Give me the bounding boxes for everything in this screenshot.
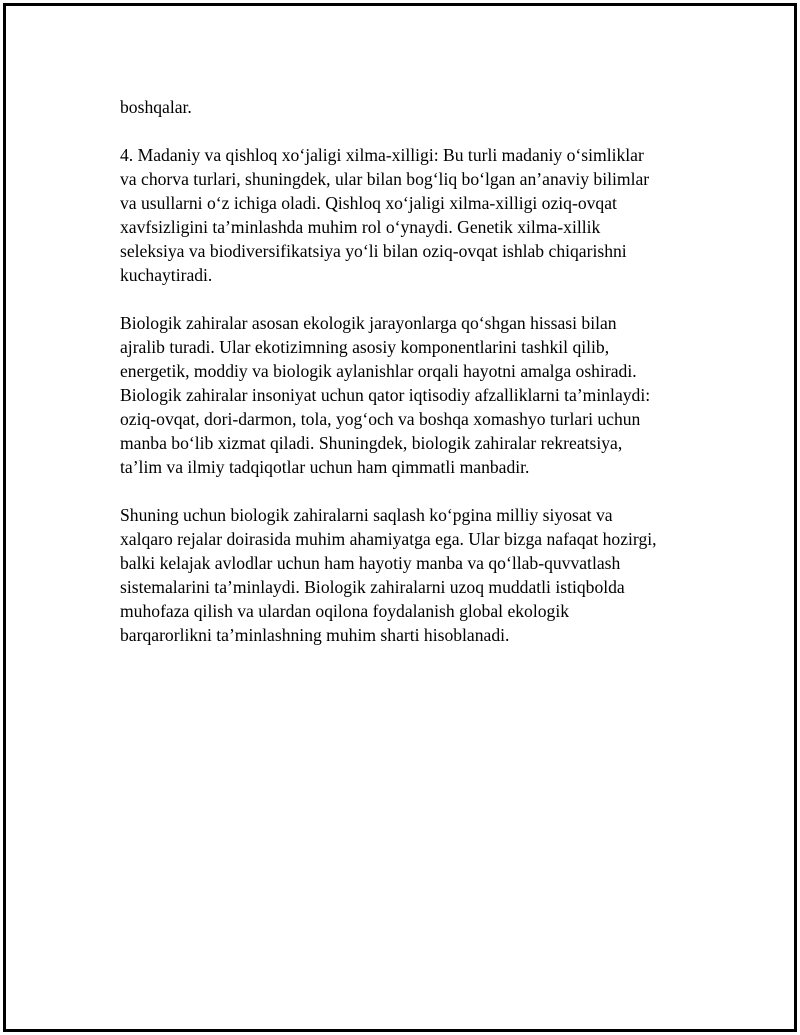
text-line: ta’lim va ilmiy tadqiqotlar uchun ham qimmatli manbadir. — [120, 457, 530, 477]
text-line: seleksiya va biodiversifikatsiya yo‘li bilan oziq-ovqat ishlab chiqarishni — [120, 241, 627, 261]
text-line: balki kelajak avlodlar uchun ham hayotiy manba va qo‘llab-quvvatlash — [120, 553, 621, 573]
document-body — [120, 95, 700, 647]
text-line: manba bo‘lib xizmat qiladi. Shuningdek, biologik zahiralar rekreatsiya, — [120, 433, 623, 453]
paragraph-gap — [120, 479, 700, 503]
text-line: kuchaytiradi. — [120, 265, 213, 285]
text-line: energetik, moddiy va biologik aylanishlar orqali hayotni amalga oshiradi. — [120, 361, 637, 381]
text-line: barqarorlikni ta’minlashning muhim sharti hisoblanadi. — [120, 625, 510, 645]
text-line: Shuning uchun biologik zahiralarni saqlash ko‘pgina milliy siyosat va — [120, 505, 613, 525]
text-line: ajralib turadi. Ular ekotizimning asosiy komponentlarini tashkil qilib, — [120, 337, 610, 357]
text-line: xalqaro rejalar doirasida muhim ahamiyatga ega. Ular bizga nafaqat hozirgi, — [120, 529, 657, 549]
paragraph-gap — [120, 287, 700, 311]
text-line: boshqalar. — [120, 97, 192, 117]
text-line: muhofaza qilish va ulardan oqilona foydalanish global ekologik — [120, 601, 570, 621]
page-frame — [3, 3, 797, 1032]
text-line: xavfsizligini ta’minlashda muhim rol o‘ynaydi. Genetik xilma-xillik — [120, 217, 601, 237]
text-line: 4. Madaniy va qishloq xo‘jaligi xilma-xilligi: Bu turli madaniy o‘simliklar — [120, 145, 644, 165]
text-line: va usullarni o‘z ichiga oladi. Qishloq xo‘jaligi xilma-xilligi oziq-ovqat — [120, 193, 617, 213]
text-line: Biologik zahiralar insoniyat uchun qator iqtisodiy afzalliklarni ta’minlaydi: — [120, 385, 651, 405]
text-line: sistemalarini ta’minlaydi. Biologik zahiralarni uzoq muddatli istiqbolda — [120, 577, 625, 597]
text-line: oziq-ovqat, dori-darmon, tola, yog‘och va boshqa xomashyo turlari uchun — [120, 409, 641, 429]
text-line: va chorva turlari, shuningdek, ular bilan bog‘liq bo‘lgan an’anaviy bilimlar — [120, 169, 650, 189]
text-line: Biologik zahiralar asosan ekologik jarayonlarga qo‘shgan hissasi bilan — [120, 313, 617, 333]
paragraph-gap — [120, 119, 700, 143]
